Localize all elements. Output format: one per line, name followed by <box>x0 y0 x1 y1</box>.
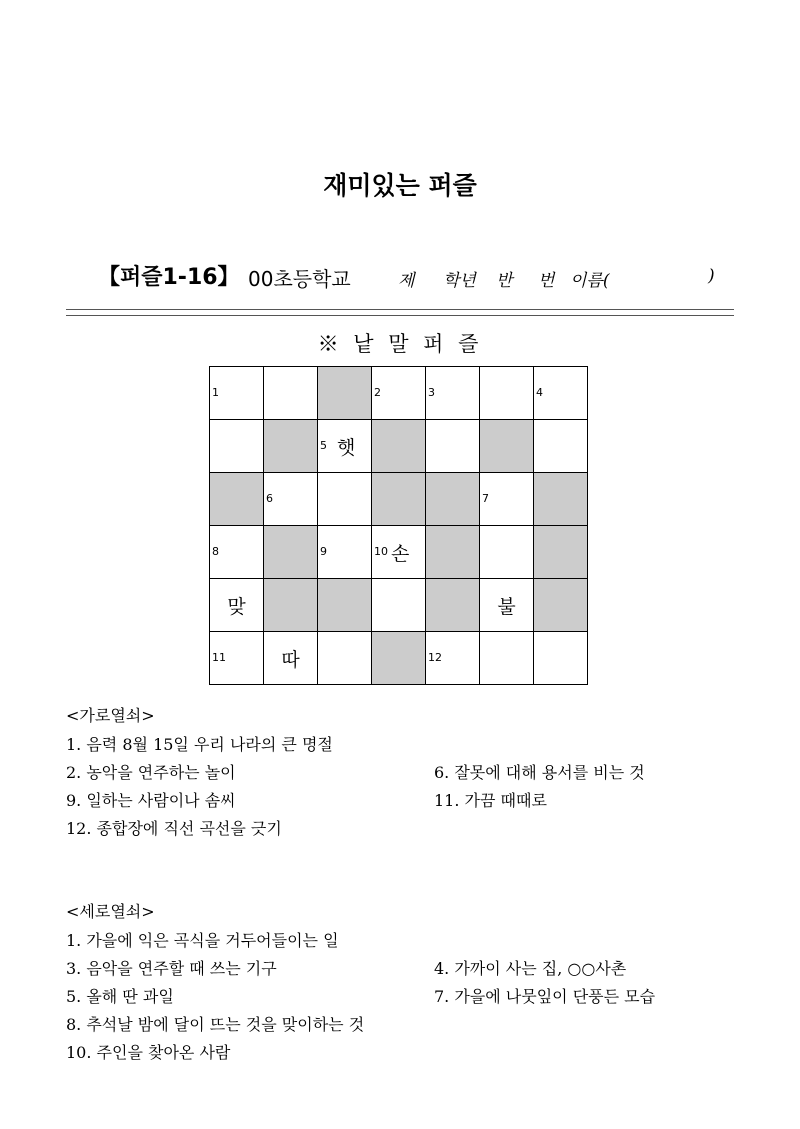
grid-cell-blocked <box>372 473 426 526</box>
given-letter: 맞 <box>227 596 246 618</box>
grid-cell-blocked <box>534 526 588 579</box>
across-clue: 2. 농악을 연주하는 놀이 <box>66 763 236 782</box>
across-heading: <가로열쇠> <box>66 706 155 725</box>
down-clue: 5. 올해 딴 과일 <box>66 987 174 1006</box>
grid-cell-blocked <box>426 526 480 579</box>
grid-cell-blocked <box>372 420 426 473</box>
page-title: 재미있는 퍼즐 <box>323 171 477 200</box>
grid-cell[interactable] <box>534 632 588 685</box>
double-divider <box>66 309 734 316</box>
grid-cell[interactable] <box>318 632 372 685</box>
grid-cell[interactable] <box>480 367 534 420</box>
clue-number: 2 <box>374 386 381 399</box>
grid-cell[interactable] <box>264 473 318 526</box>
clue-number: 9 <box>320 545 327 558</box>
grid-cell-blocked <box>318 579 372 632</box>
grid-cell[interactable] <box>426 420 480 473</box>
down-heading: <세로열쇠> <box>66 902 155 921</box>
grid-cell-blocked <box>480 420 534 473</box>
grid-cell[interactable] <box>534 367 588 420</box>
clue-number: 4 <box>536 386 543 399</box>
grid-row <box>210 420 588 473</box>
clue-number: 8 <box>212 545 219 558</box>
grid-cell[interactable] <box>318 420 372 473</box>
clue-number: 11 <box>212 651 226 664</box>
crossword-grid <box>209 366 588 685</box>
down-clue: 3. 음악을 연주할 때 쓰는 기구 <box>66 959 277 978</box>
grid-cell-blocked <box>534 579 588 632</box>
field-name-close: ) <box>708 266 715 286</box>
puzzle-subtitle: ※ 낱 말 퍼 즐 <box>317 332 483 356</box>
grid-cell[interactable] <box>480 579 534 632</box>
clue-number: 3 <box>428 386 435 399</box>
grid-row <box>210 579 588 632</box>
across-clue: 12. 종합장에 직선 곡선을 긋기 <box>66 819 282 838</box>
grid-row <box>210 367 588 420</box>
given-letter: 햇 <box>337 437 356 459</box>
grid-cell[interactable] <box>426 367 480 420</box>
across-clue: 1. 음력 8월 15일 우리 나라의 큰 명절 <box>66 735 333 754</box>
down-clue: 8. 추석날 밤에 달이 뜨는 것을 맞이하는 것 <box>66 1015 365 1034</box>
grid-cell[interactable] <box>372 579 426 632</box>
grid-cell[interactable] <box>210 420 264 473</box>
grid-cell[interactable] <box>210 367 264 420</box>
field-number: 번 <box>538 271 555 291</box>
grid-cell[interactable] <box>318 473 372 526</box>
grid-cell-blocked <box>372 632 426 685</box>
grid-cell-blocked <box>426 473 480 526</box>
grid-cell[interactable] <box>426 632 480 685</box>
grid-cell-blocked <box>426 579 480 632</box>
grid-cell[interactable] <box>210 579 264 632</box>
down-clue: 1. 가을에 익은 곡식을 거두어들이는 일 <box>66 931 339 950</box>
grid-cell-blocked <box>210 473 264 526</box>
grid-cell-blocked <box>264 420 318 473</box>
given-letter: 손 <box>391 543 410 565</box>
grid-row <box>210 526 588 579</box>
grid-cell-blocked <box>264 579 318 632</box>
across-clue: 9. 일하는 사람이나 솜씨 <box>66 791 236 810</box>
given-letter: 불 <box>497 596 516 618</box>
down-clue: 7. 가을에 나뭇잎이 단풍든 모습 <box>434 987 656 1006</box>
grid-cell[interactable] <box>210 526 264 579</box>
school-name: 00초등학교 <box>248 267 351 291</box>
field-name: 이름( <box>570 271 610 291</box>
grid-cell-blocked <box>318 367 372 420</box>
across-clue: 11. 가끔 때때로 <box>434 791 547 810</box>
puzzle-code: 【퍼즐1-16】 <box>98 265 240 290</box>
grid-cell[interactable] <box>534 420 588 473</box>
down-clue: 4. 가까이 사는 집, ○○사촌 <box>434 959 627 978</box>
grid-cell[interactable] <box>264 632 318 685</box>
grid-cell-blocked <box>264 526 318 579</box>
given-letter: 따 <box>281 649 300 671</box>
grid-cell-blocked <box>534 473 588 526</box>
grid-cell[interactable] <box>480 526 534 579</box>
grid-cell[interactable] <box>318 526 372 579</box>
grid-cell[interactable] <box>264 367 318 420</box>
grid-row <box>210 473 588 526</box>
clue-number: 1 <box>212 386 219 399</box>
header-line <box>98 260 738 294</box>
clue-number: 6 <box>266 492 273 505</box>
field-grade-prefix: 제 <box>398 271 415 291</box>
down-clue: 10. 주인을 찾아온 사람 <box>66 1043 231 1062</box>
grid-row <box>210 632 588 685</box>
grid-cell[interactable] <box>210 632 264 685</box>
grid-cell[interactable] <box>372 367 426 420</box>
clue-number: 12 <box>428 651 442 664</box>
grid-cell[interactable] <box>372 526 426 579</box>
grid-cell[interactable] <box>480 473 534 526</box>
across-clue: 6. 잘못에 대해 용서를 비는 것 <box>434 763 645 782</box>
clue-number: 10 <box>374 545 388 558</box>
grid-cell[interactable] <box>480 632 534 685</box>
clue-number: 7 <box>482 492 489 505</box>
clue-number: 5 <box>320 439 327 452</box>
field-class: 반 <box>496 271 513 291</box>
field-grade: 학년 <box>443 271 476 291</box>
